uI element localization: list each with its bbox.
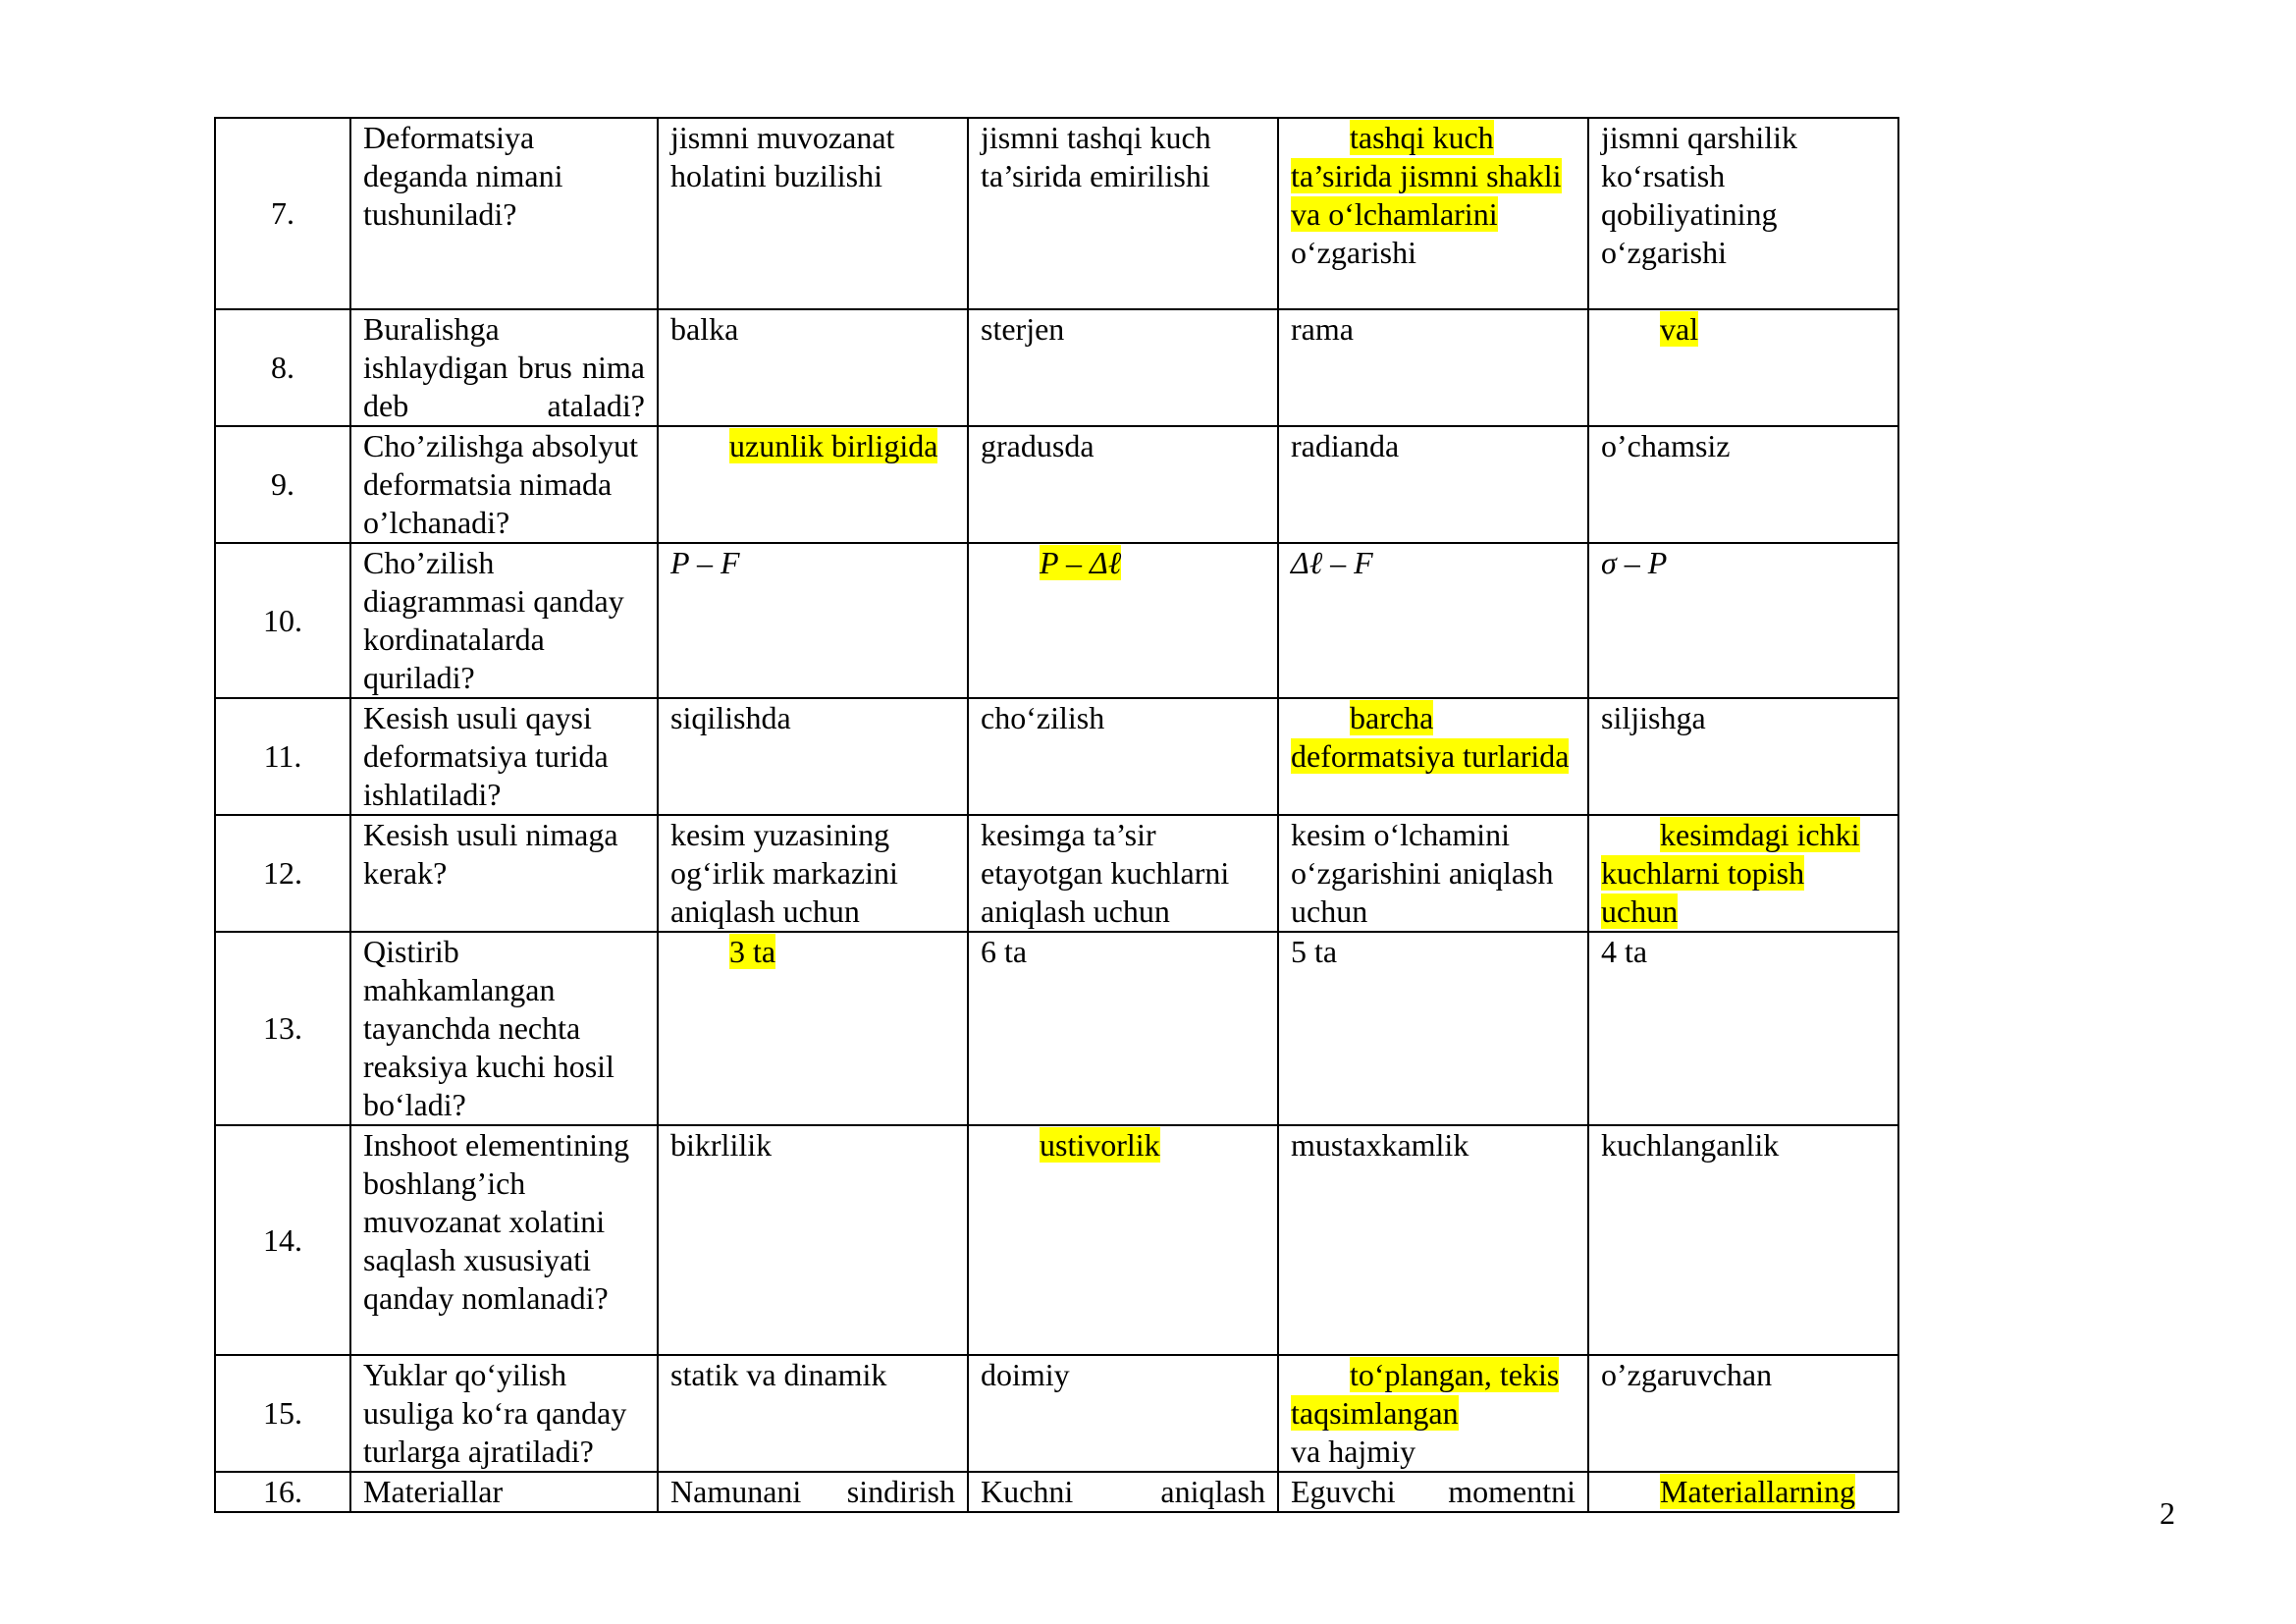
question-number: 11.	[215, 698, 350, 815]
table-row	[215, 815, 1898, 932]
question-text: Cho’zilishga absolyut deformatsia nimada o’lchanadi?	[350, 426, 658, 543]
question-text: Buralishga ishlaydigan brus nima deb ataladi?	[350, 309, 658, 426]
table-row	[215, 543, 1898, 698]
correct-answer-highlight: P – Δℓ	[1040, 545, 1122, 580]
correct-answer-highlight: 3 ta	[729, 934, 776, 969]
question-number: 7.	[215, 118, 350, 309]
table-row	[215, 698, 1898, 815]
option-a: siqilishda	[658, 698, 968, 815]
question-text: Materiallar	[350, 1472, 658, 1512]
option-c-tail: va hajmiy	[1291, 1434, 1416, 1469]
table-row	[215, 1125, 1898, 1355]
option-a: balka	[658, 309, 968, 426]
question-number: 15.	[215, 1355, 350, 1472]
question-text: Yuklar qo‘yilish usuliga ko‘ra qanday turlarga ajratiladi?	[350, 1355, 658, 1472]
option-c: radianda	[1278, 426, 1588, 543]
correct-answer-highlight: tashqi kuch ta’sirida jismni shakli va o‘lchamlarini	[1291, 120, 1562, 232]
option-b	[968, 543, 1278, 698]
question-text: Deformatsiya deganda nimani tushuniladi?	[350, 118, 658, 309]
table-row	[215, 1472, 1898, 1512]
option-a	[658, 426, 968, 543]
option-a: Namunani sindirish	[658, 1472, 968, 1512]
formula: Δℓ – F	[1291, 545, 1373, 580]
question-text: Kesish usuli nimaga kerak?	[350, 815, 658, 932]
option-b: kesimga ta’sir etayotgan kuchlarni aniqlash uchun	[968, 815, 1278, 932]
question-number: 13.	[215, 932, 350, 1125]
option-d	[1588, 815, 1898, 932]
option-b	[968, 1125, 1278, 1355]
option-d: 4 ta	[1588, 932, 1898, 1125]
question-text: Inshoot elementining boshlang’ich muvozanat xolatini saqlash xususiyati qanday nomlanadi?	[350, 1125, 658, 1355]
option-a: jismni muvozanat holatini buzilishi	[658, 118, 968, 309]
option-d: jismni qarshilik ko‘rsatish qobiliyatining o‘zgarishi	[1588, 118, 1898, 309]
correct-answer-highlight: Materiallarning	[1660, 1474, 1856, 1509]
option-b: doimiy	[968, 1355, 1278, 1472]
question-number: 9.	[215, 426, 350, 543]
correct-answer-highlight: to‘plangan, tekis taqsimlangan	[1291, 1357, 1560, 1431]
option-b: jismni tashqi kuch ta’sirida emirilishi	[968, 118, 1278, 309]
question-text: Qistirib mahkamlangan tayanchda nechta reaksiya kuchi hosil bo‘ladi?	[350, 932, 658, 1125]
table-row	[215, 118, 1898, 309]
page-number: 2	[2160, 1495, 2175, 1531]
option-c: 5 ta	[1278, 932, 1588, 1125]
option-b: cho‘zilish	[968, 698, 1278, 815]
option-c	[1278, 1355, 1588, 1472]
option-c-tail: o‘zgarishi	[1291, 235, 1416, 270]
option-d: o’chamsiz	[1588, 426, 1898, 543]
option-b: 6 ta	[968, 932, 1278, 1125]
correct-answer-highlight: val	[1660, 311, 1699, 347]
option-a: bikrlilik	[658, 1125, 968, 1355]
formula: P – F	[670, 545, 740, 580]
option-d	[1588, 309, 1898, 426]
table-row	[215, 932, 1898, 1125]
question-number: 12.	[215, 815, 350, 932]
option-c: Eguvchi momentni	[1278, 1472, 1588, 1512]
option-d: o’zgaruvchan	[1588, 1355, 1898, 1472]
option-d: kuchlanganlik	[1588, 1125, 1898, 1355]
question-text: Kesish usuli qaysi deformatsiya turida ishlatiladi?	[350, 698, 658, 815]
option-c	[1278, 118, 1588, 309]
table-row	[215, 1355, 1898, 1472]
formula: σ – P	[1601, 545, 1668, 580]
option-b: sterjen	[968, 309, 1278, 426]
option-b: gradusda	[968, 426, 1278, 543]
table-row	[215, 309, 1898, 426]
option-c	[1278, 698, 1588, 815]
option-a	[658, 543, 968, 698]
test-questions-table	[214, 117, 1899, 1513]
question-number: 10.	[215, 543, 350, 698]
question-number: 14.	[215, 1125, 350, 1355]
option-a: statik va dinamik	[658, 1355, 968, 1472]
option-d	[1588, 543, 1898, 698]
question-number: 8.	[215, 309, 350, 426]
option-c	[1278, 543, 1588, 698]
correct-answer-highlight: uzunlik birligida	[729, 428, 938, 463]
question-text: Cho’zilish diagrammasi qanday kordinatalarda quriladi?	[350, 543, 658, 698]
table-row	[215, 426, 1898, 543]
option-a: kesim yuzasining og‘irlik markazini aniqlash uchun	[658, 815, 968, 932]
option-c: kesim o‘lchamini o‘zgarishini aniqlash uchun	[1278, 815, 1588, 932]
option-d	[1588, 1472, 1898, 1512]
option-c: rama	[1278, 309, 1588, 426]
question-number: 16.	[215, 1472, 350, 1512]
correct-answer-highlight: ustivorlik	[1040, 1127, 1160, 1163]
correct-answer-highlight: barcha deformatsiya turlarida	[1291, 700, 1570, 774]
option-b: Kuchni aniqlash	[968, 1472, 1278, 1512]
option-c: mustaxkamlik	[1278, 1125, 1588, 1355]
correct-answer-highlight: kesimdagi ichki kuchlarni topish uchun	[1601, 817, 1860, 929]
option-a	[658, 932, 968, 1125]
option-d: siljishga	[1588, 698, 1898, 815]
